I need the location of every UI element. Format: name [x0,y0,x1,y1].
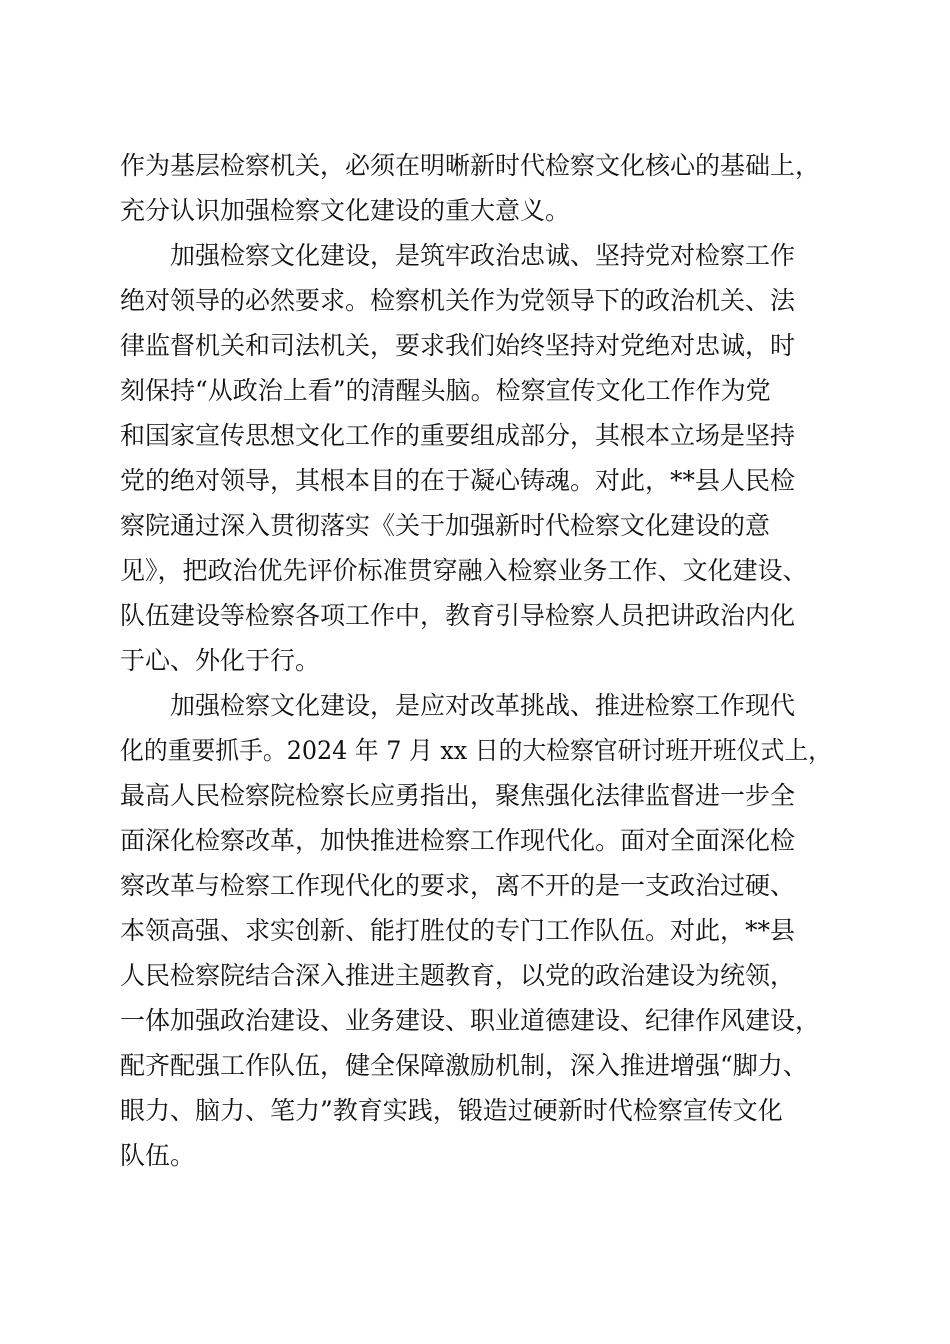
text-line: 作为基层检察机关，必须在明晰新时代检察文化核心的基础上， [120,151,821,180]
text-line: 眼力、脑力、笔力”教育实践，锻造过硬新时代检察宣传文化 [120,1096,783,1125]
text-line: 党的绝对领导，其根本目的在于凝心铸魂。对此，**县人民检 [120,466,796,495]
paragraph-first-line: 加强检察文化建设，是应对改革挑战、推进检察工作现代 [170,691,796,720]
text-line: 绝对领导的必然要求。检察机关作为党领导下的政治机关、法 [120,286,796,315]
text-line: 刻保持“从政治上看”的清醒头脑。检察宣传文化工作作为党 [120,376,771,405]
text-line: 和国家宣传思想文化工作的重要组成部分，其根本立场是坚持 [120,421,796,450]
text-line: 充分认识加强检察文化建设的重大意义。 [120,196,571,225]
text-line: 化的重要抓手。2024 年 7 月 xx 日的大检察官研讨班开班仪式上， [120,736,832,765]
text-line: 人民检察院结合深入推进主题教育，以党的政治建设为统领， [120,961,796,990]
text-line: 队伍建设等检察各项工作中，教育引导检察人员把讲政治内化 [120,601,796,630]
text-line: 于心、外化于行。 [120,646,321,675]
text-line: 察改革与检察工作现代化的要求，离不开的是一支政治过硬、 [120,871,796,900]
text-line: 面深化检察改革，加快推进检察工作现代化。面对全面深化检 [120,826,796,855]
paragraph-first-line: 加强检察文化建设，是筑牢政治忠诚、坚持党对检察工作 [170,241,796,270]
text-line: 见》，把政治优先评价标准贯穿融入检察业务工作、文化建设、 [120,556,808,585]
text-line: 队伍。 [120,1141,196,1170]
text-line: 察院通过深入贯彻落实《关于加强新时代检察文化建设的意 [120,511,771,540]
text-line: 律监督机关和司法机关，要求我们始终坚持对党绝对忠诚，时 [120,331,796,360]
text-line: 本领高强、求实创新、能打胜仗的专门工作队伍。对此，**县 [120,916,796,945]
text-line: 配齐配强工作队伍，健全保障激励机制，深入推进增强“脚力、 [120,1051,808,1080]
text-line: 一体加强政治建设、业务建设、职业道德建设、纪律作风建设， [120,1006,821,1035]
text-line: 最高人民检察院检察长应勇指出，聚焦强化法律监督进一步全 [120,781,796,810]
